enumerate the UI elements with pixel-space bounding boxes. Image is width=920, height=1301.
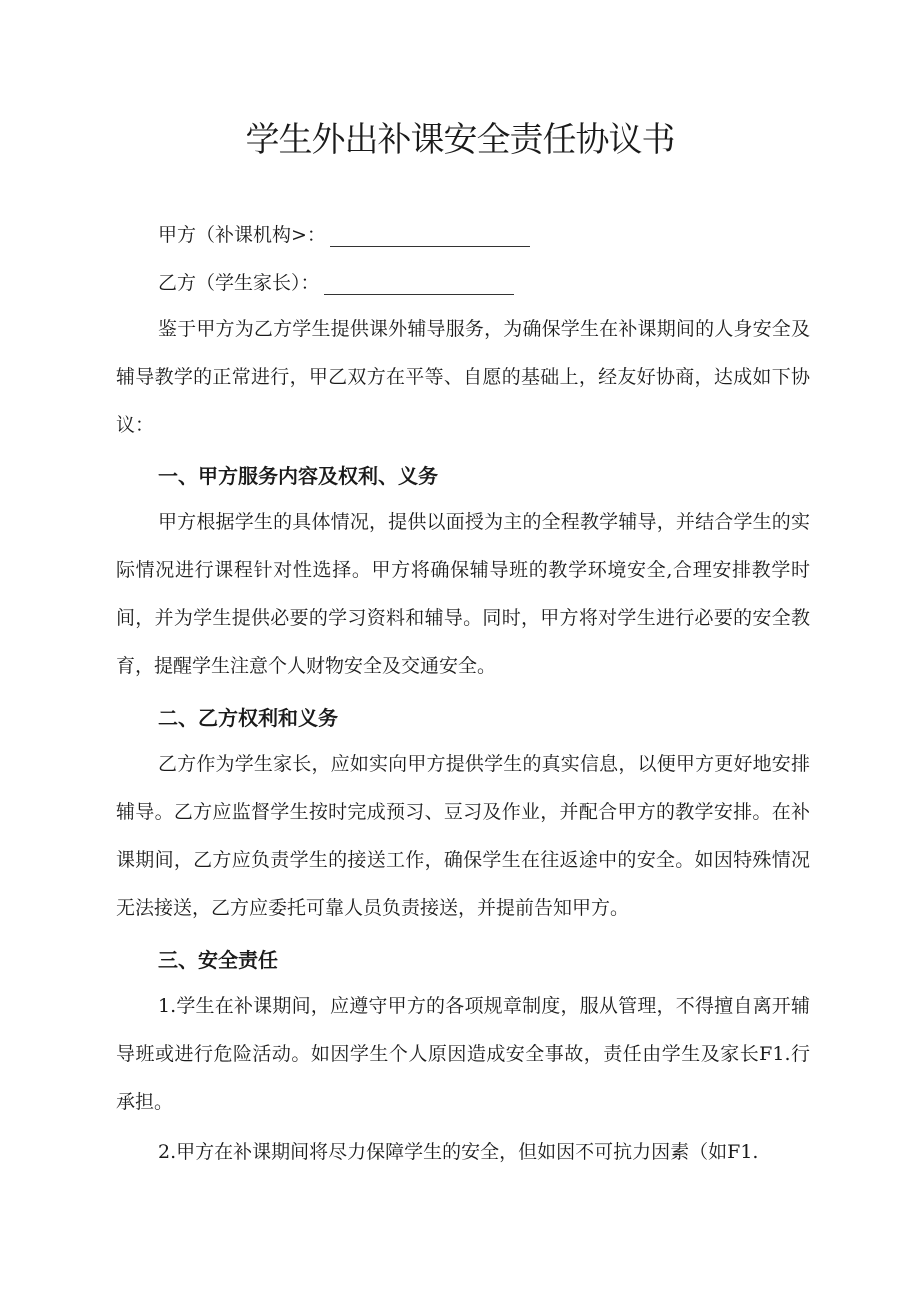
section-3-heading: 三、安全责任 <box>158 948 278 972</box>
section-2-body: 乙方作为学生家长，应如实向甲方提供学生的真实信息，以便甲方更好地安排辅导。乙方应监督学生按时完成预习、豆习及作业，并配合甲方的教学安排。在补课期间，乙方应负责学生的接送工作，确保学生在往返途中的安全。如因特殊情况无法接送，乙方应委托可靠人员负责接送，并提前告知甲方。 <box>116 753 810 919</box>
section-1-body: 甲方根据学生的具体情况，提供以面授为主的全程教学辅导，并结合学生的实际情况进行课程针对性选择。甲方将确保辅导班的教学环境安全,合理安排教学时间，并为学生提供必要的学习资料和辅导。同时，甲方将对学生进行必要的安全教育，提醒学生注意个人财物安全及交通安全。 <box>116 511 810 677</box>
intro-paragraph: 鉴于甲方为乙方学生提供课外辅导服务，为确保学生在补课期间的人身安全及辅导教学的正常进行，甲乙双方在平等、自愿的基础上，经友好协商，达成如下协议： <box>116 318 810 436</box>
section-1-heading: 一、甲方服务内容及权利、义务 <box>158 464 438 488</box>
section-2-heading: 二、乙方权利和义务 <box>158 706 338 730</box>
document-title: 学生外出补课安全责任协议书 <box>245 120 675 160</box>
party-b-field <box>158 268 514 295</box>
party-a-field <box>158 220 530 247</box>
section-3-clause-2: 2.甲方在补课期间将尽力保障学生的安全，但如因不可抗力因素（如F1. <box>158 1141 759 1163</box>
section-3-clause-1: 1.学生在补课期间，应遵守甲方的各项规章制度，服从管理，不得擅自离开辅导班或进行危险活动。如因学生个人原因造成安全事故，责任由学生及家长F1.行承担。 <box>116 995 810 1113</box>
party-a-blank-line <box>330 228 530 247</box>
party-b-label: 乙方（学生家长）： <box>158 272 320 294</box>
party-b-blank-line <box>324 276 514 295</box>
party-a-label: 甲方（补课机构>： <box>158 224 326 246</box>
